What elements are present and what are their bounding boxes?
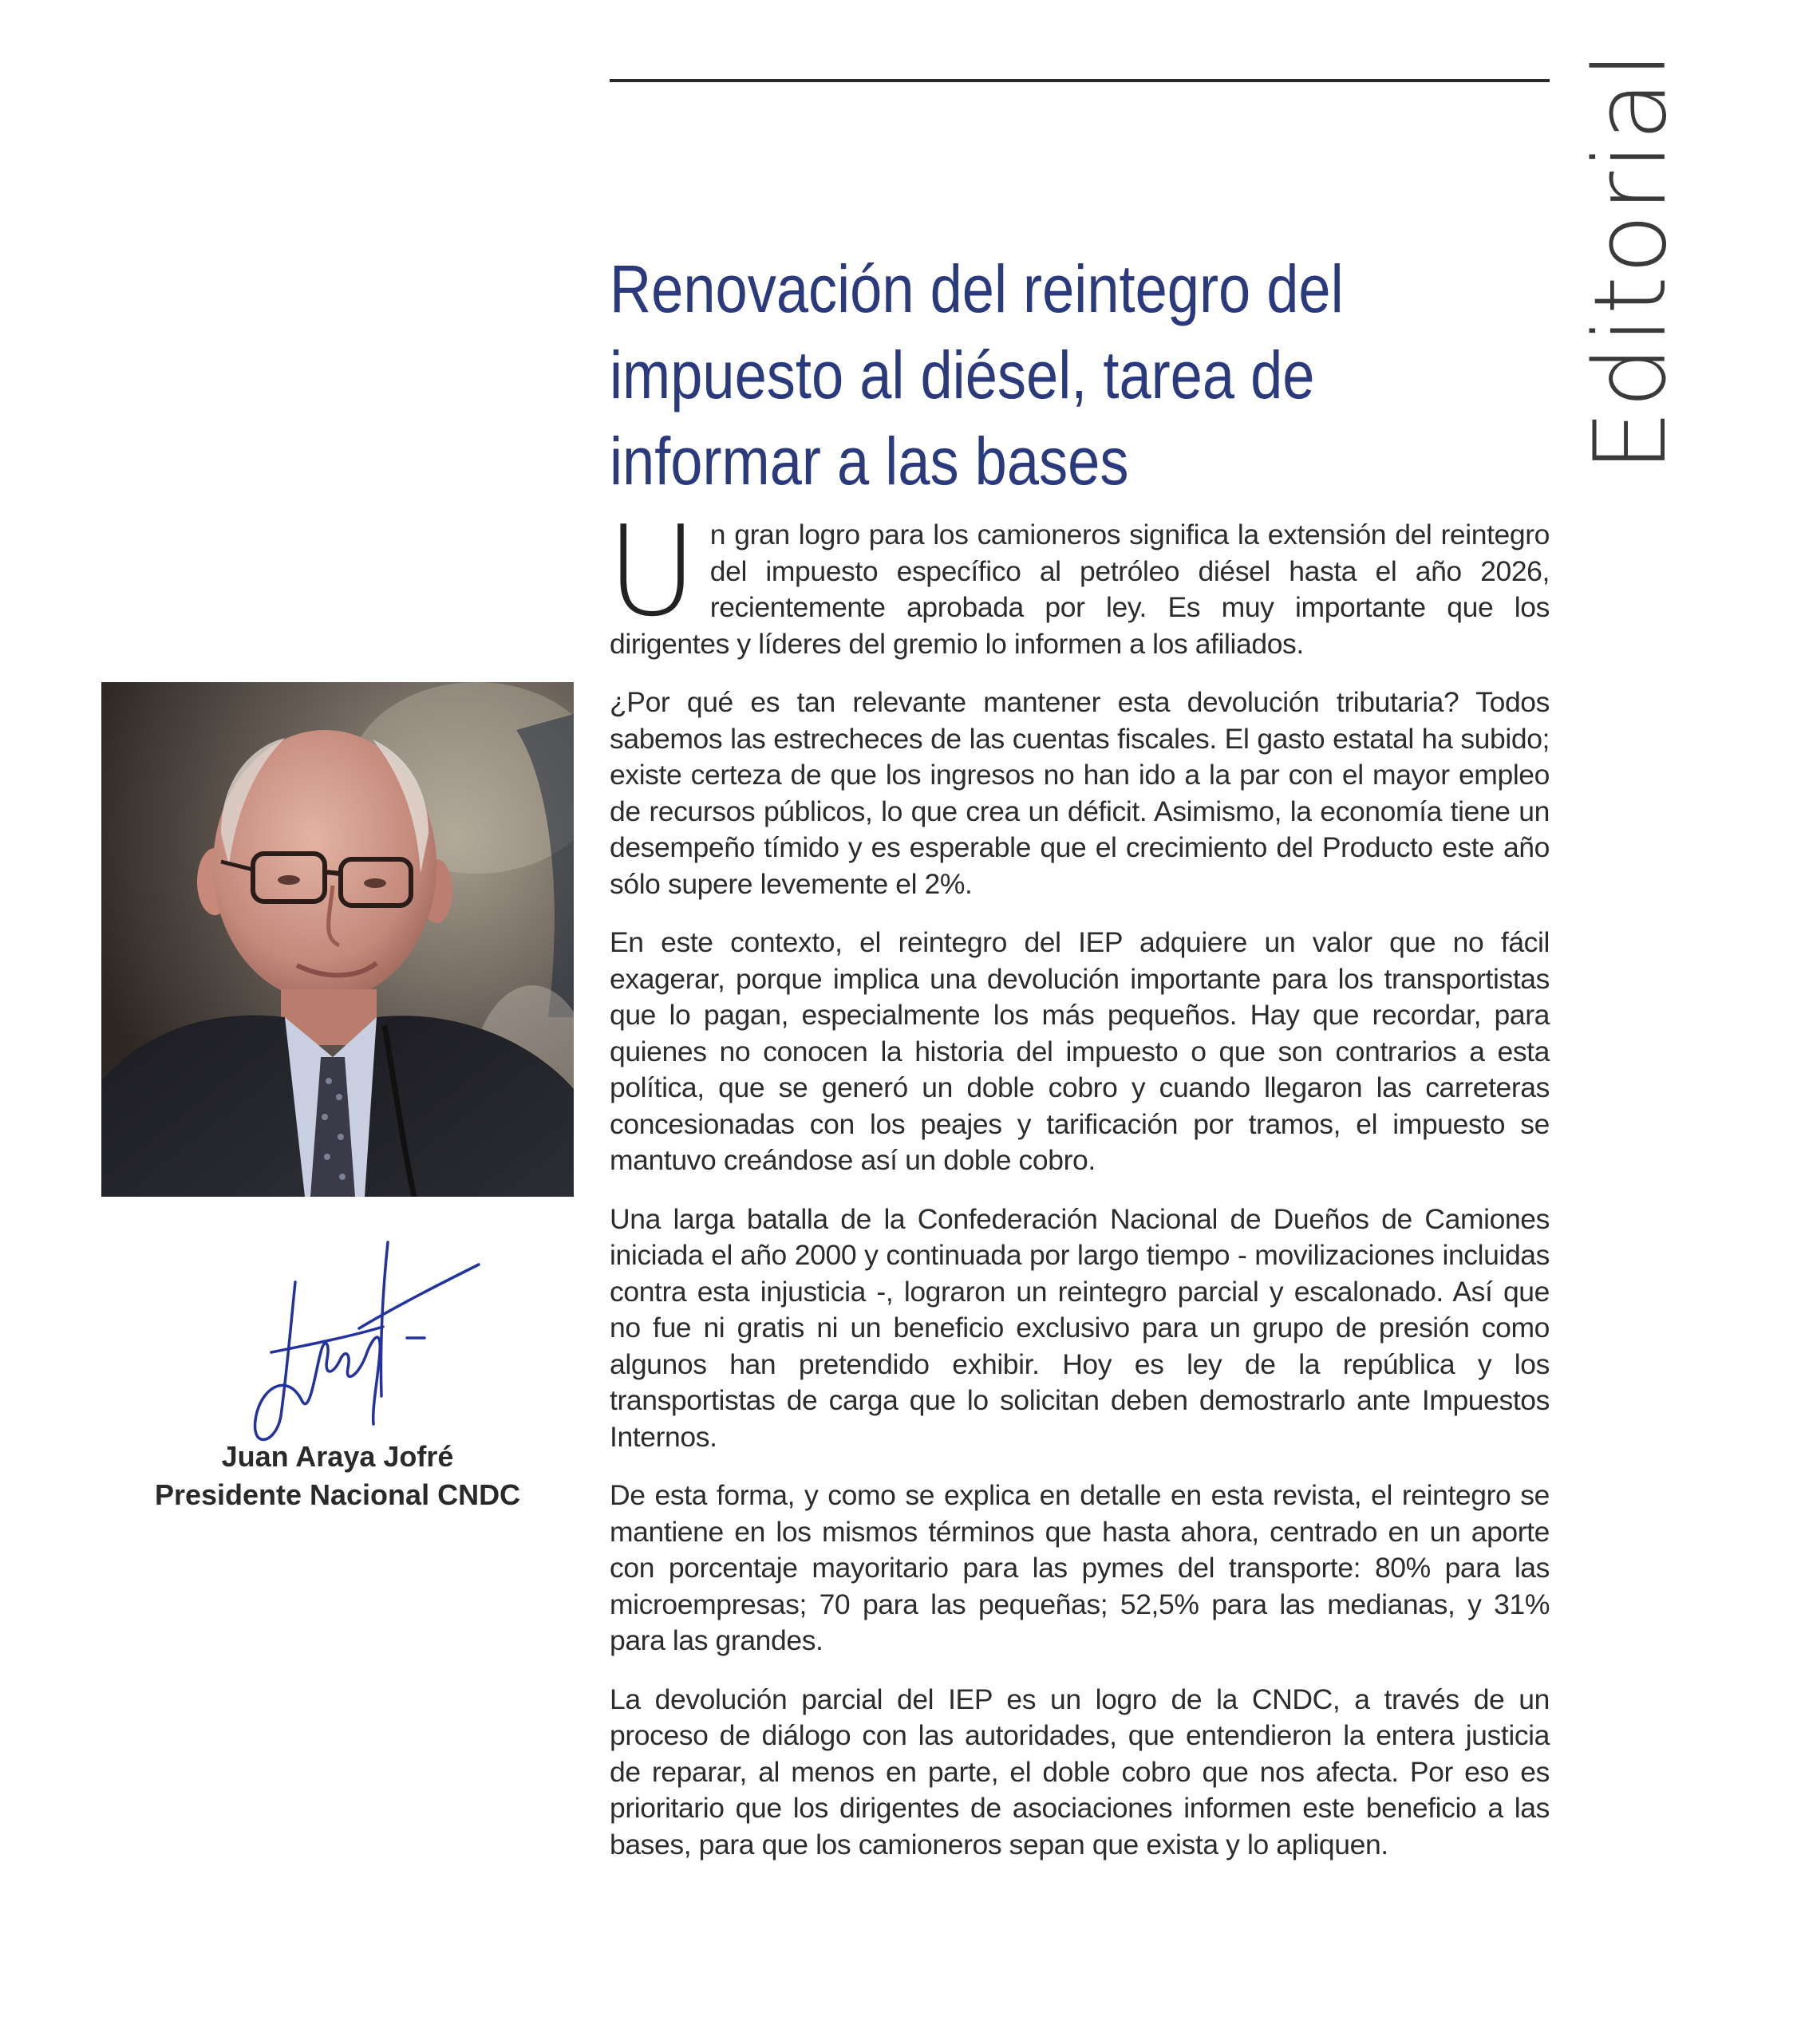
paragraph-3: En este contexto, el reintegro del IEP adquiere un valor que no fácil exagerar, porque implica una devolución importante para los transportistas que lo pagan, especialmente los más pequeños. Hay que recordar, para quienes no conocen la historia del impuesto o que son contrarios a esta política, que se generó un doble cobro y cuando llegaron las carreteras concesionadas con los peajes y tarificación por tramos, el impuesto se mantuvo creándose así un doble cobro. — [610, 926, 1550, 1176]
article-body — [606, 499, 1550, 1885]
signature — [239, 1233, 495, 1464]
paragraph-5: De esta forma, y como se explica en detalle en esta revista, el reintegro se mantiene en los mismos términos que hasta ahora, centrado en un aporte con porcentaje mayoritario para las pymes del transporte: 80% para las microempresas; 70 para las pequeñas; 52,5% para las medianas, y 31% para las grandes. — [610, 1479, 1550, 1656]
paragraph-2: ¿Por qué es tan relevante mantener esta devolución tributaria? Todos sabemos las estrecheces de las cuentas fiscales. El gasto estatal ha subido; existe certeza de que los ingresos no han ido a la par con el mayor empleo de recursos públicos, lo que crea un déficit. Asimismo, la economía tiene un desempeño tímido y es esperable que el crecimiento del Producto este año sólo supere levemente el 2%. — [610, 686, 1550, 900]
author-title: Presidente Nacional CNDC — [154, 1478, 521, 1511]
author-signature-block — [101, 1438, 574, 1514]
drop-cap: U — [606, 499, 697, 644]
author-portrait-image — [101, 682, 574, 1197]
paragraph-4: Una larga batalla de la Confederación Nacional de Dueños de Camiones iniciada el año 2000 y continuada por largo tiempo - movilizaciones incluidas contra esta injusticia -, lograron un reintegro parcial y escalonado. Así que no fue ni gratis ni un beneficio exclusivo para un grupo de presión como algunos han pretendido exhibir. Hoy es ley de la república y los transportistas de carga que lo solicitan deben demostrarlo ante Impuestos Internos. — [610, 1202, 1550, 1453]
headline-line-2: impuesto al diésel, tarea de — [610, 337, 1315, 412]
top-rule — [610, 79, 1550, 82]
headline-line-3: informar a las bases — [610, 424, 1129, 499]
author-name: Juan Araya Jofré — [221, 1440, 454, 1473]
section-label: Editorial — [1574, 49, 1688, 472]
paragraph-1-text: n gran logro para los camioneros significa la extensión del reintegro del impuesto específico al petróleo diésel hasta el año 2026, recientemente aprobada por ley. Es muy importante que los dirigentes y líderes del gremio lo informen a los afiliados. — [610, 519, 1550, 660]
author-portrait — [101, 682, 574, 1197]
headline — [610, 246, 1426, 504]
paragraph-1 — [606, 499, 1550, 662]
headline-line-1: Renovación del reintegro del — [610, 251, 1344, 326]
paragraph-6: La devolución parcial del IEP es un logro de la CNDC, a través de un proceso de diálogo con las autoridades, que entendieron la entera justicia de reparar, al menos en parte, el doble cobro que nos afecta. Por eso es prioritario que los dirigentes de asociaciones informen este beneficio a las bases, para que los camioneros sepan que exista y lo apliquen. — [610, 1683, 1550, 1861]
